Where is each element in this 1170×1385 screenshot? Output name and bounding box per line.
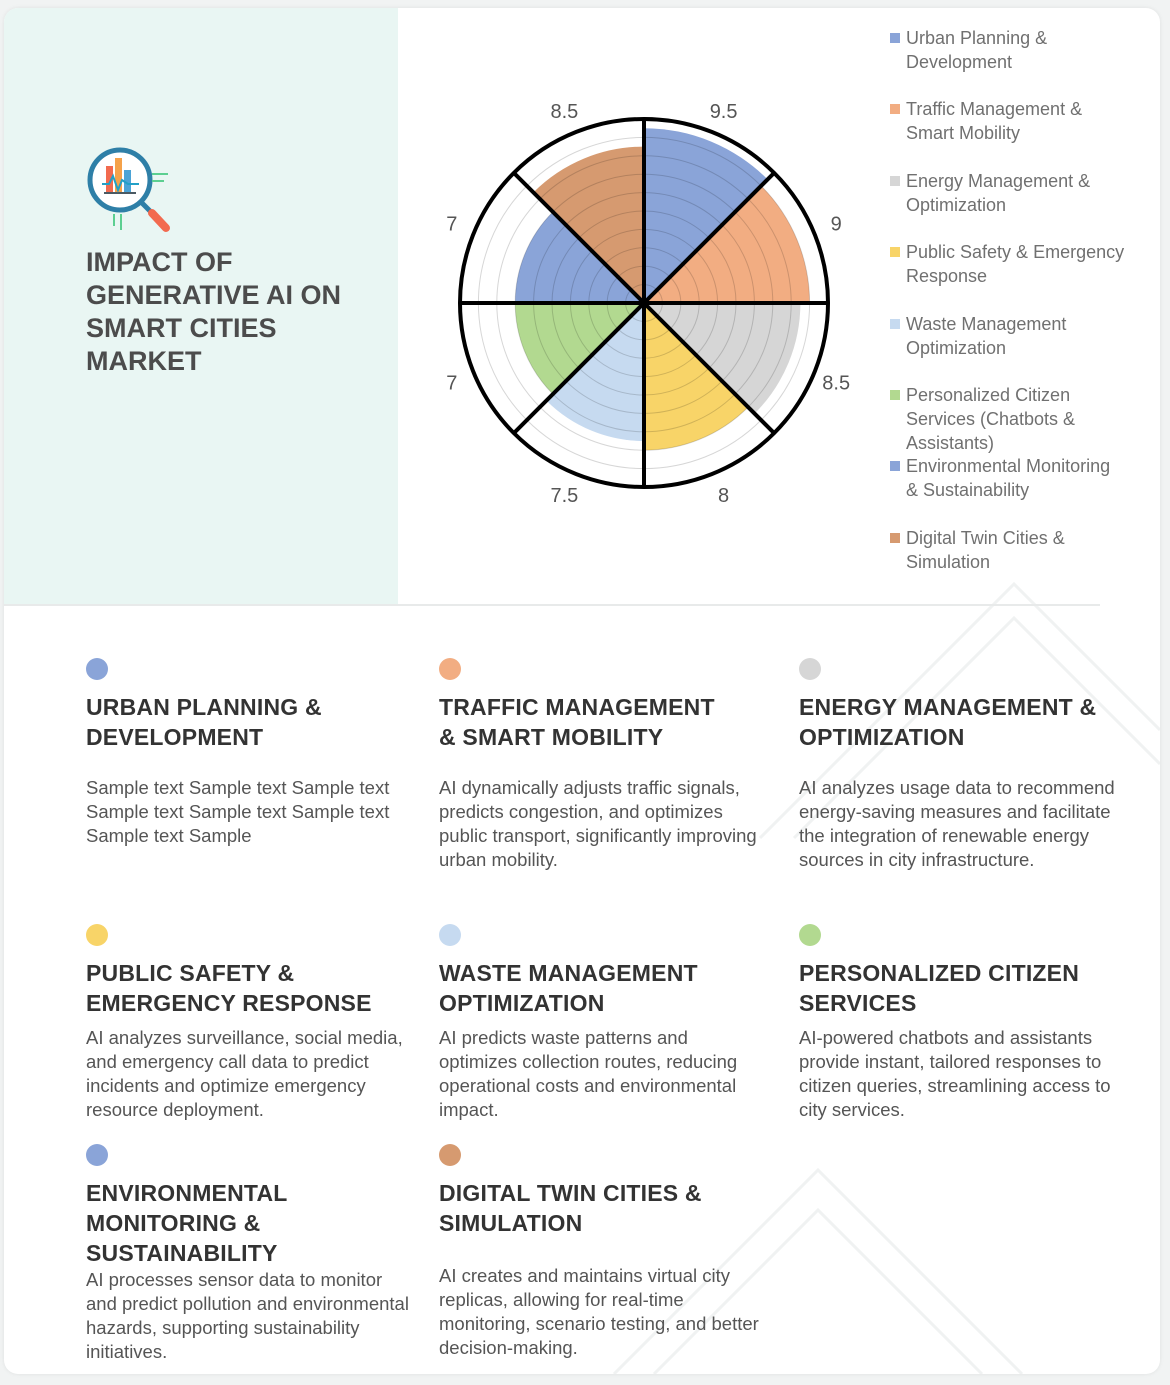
segment-card-environmental-monitoring — [86, 1144, 416, 1364]
legend-item — [890, 526, 1150, 574]
legend-label: Public Safety & Emergency Response — [906, 242, 1125, 286]
segment-card-waste-management — [439, 924, 769, 1122]
legend-label: Urban Planning & Development — [906, 28, 1048, 72]
segment-description: AI predicts waste patterns and optimizes collection routes, reducing operational costs and environmental impact. — [439, 1027, 738, 1120]
legend-swatch — [890, 247, 900, 257]
segment-description: Sample text Sample text Sample text Sample text Sample text Sample text Sample text Sample — [86, 777, 390, 846]
legend-label: Energy Management & Optimization — [906, 171, 1091, 215]
segment-title: WASTE MANAGEMENT OPTIMIZATION — [439, 960, 698, 1016]
segment-dot — [799, 658, 821, 680]
segment-description: AI-powered chatbots and assistants provide instant, tailored responses to citizen queries, streamlining access to city services. — [799, 1027, 1111, 1120]
legend-item — [890, 312, 1150, 360]
chart-value-label: 8.5 — [822, 372, 851, 395]
segment-title: PUBLIC SAFETY & EMERGENCY RESPONSE — [86, 960, 372, 1016]
segment-dot — [86, 924, 108, 946]
legend-label: Digital Twin Cities & Simulation — [906, 528, 1065, 572]
segment-title: URBAN PLANNING & DEVELOPMENT — [86, 694, 322, 750]
legend-item — [890, 169, 1150, 217]
segment-title: DIGITAL TWIN CITIES & SIMULATION — [439, 1180, 702, 1236]
chart-value-label: 8 — [718, 485, 730, 508]
infographic-card — [4, 8, 1160, 1374]
legend-item — [890, 454, 1150, 502]
segment-title: TRAFFIC MANAGEMENT & SMART MOBILITY — [439, 694, 715, 750]
legend-label: Traffic Management & Smart Mobility — [906, 99, 1083, 143]
legend-swatch — [890, 461, 900, 471]
segment-card-traffic-management — [439, 658, 769, 872]
segment-title: ENERGY MANAGEMENT & OPTIMIZATION — [799, 694, 1097, 750]
legend-label: Waste Management Optimization — [906, 314, 1067, 358]
chart-value-label: 7.5 — [550, 485, 579, 508]
legend-item — [890, 240, 1150, 288]
segment-card-urban-planning — [86, 658, 416, 848]
chart-value-label: 7 — [446, 213, 458, 236]
segment-dot — [439, 658, 461, 680]
legend-item — [890, 26, 1150, 74]
segment-card-digital-twin — [439, 1144, 769, 1360]
segment-dot — [439, 924, 461, 946]
magnifier-chart-icon — [84, 144, 176, 236]
chart-value-label: 7 — [446, 372, 458, 395]
segment-title: ENVIRONMENTAL MONITORING & SUSTAINABILITY — [86, 1180, 288, 1266]
legend-swatch — [890, 33, 900, 43]
legend-swatch — [890, 319, 900, 329]
legend-swatch — [890, 176, 900, 186]
segment-description: AI analyzes usage data to recommend energy-saving measures and facilitate the integration of renewable energy sources in city infrastructure. — [799, 777, 1115, 870]
segment-dot — [86, 1144, 108, 1166]
page-title: IMPACT OF GENERATIVE AI ON SMART CITIES MARKET — [86, 247, 342, 376]
segment-card-energy-management — [799, 658, 1119, 872]
segment-title: PERSONALIZED CITIZEN SERVICES — [799, 960, 1080, 1016]
segment-description: AI creates and maintains virtual city replicas, allowing for real-time monitoring, scenario testing, and better decision-making. — [439, 1265, 759, 1358]
segment-dot — [799, 924, 821, 946]
segment-description: AI processes sensor data to monitor and predict pollution and environmental hazards, supporting sustainability initiatives. — [86, 1269, 409, 1362]
legend-label: Environmental Monitoring & Sustainability — [906, 456, 1111, 500]
legend-item — [890, 383, 1150, 455]
segment-description: AI analyzes surveillance, social media, and emergency call data to predict incidents and optimize emergency resource deployment. — [86, 1027, 403, 1120]
legend-item — [890, 97, 1150, 145]
segment-card-personalized-services — [799, 924, 1119, 1122]
radar-chart — [424, 88, 884, 528]
legend-swatch — [890, 390, 900, 400]
segment-dot — [439, 1144, 461, 1166]
legend-swatch — [890, 533, 900, 543]
chart-value-label: 8.5 — [550, 100, 579, 123]
segment-dot — [86, 658, 108, 680]
chart-value-label: 9 — [830, 213, 842, 236]
chart-value-label: 9.5 — [709, 100, 738, 123]
section-divider — [4, 604, 1100, 606]
legend-swatch — [890, 104, 900, 114]
segment-description: AI dynamically adjusts traffic signals, predicts congestion, and optimizes public transport, significantly improving urban mobility. — [439, 777, 757, 870]
segment-card-public-safety — [86, 924, 416, 1122]
legend-label: Personalized Citizen Services (Chatbots & Assistants) — [906, 385, 1076, 453]
